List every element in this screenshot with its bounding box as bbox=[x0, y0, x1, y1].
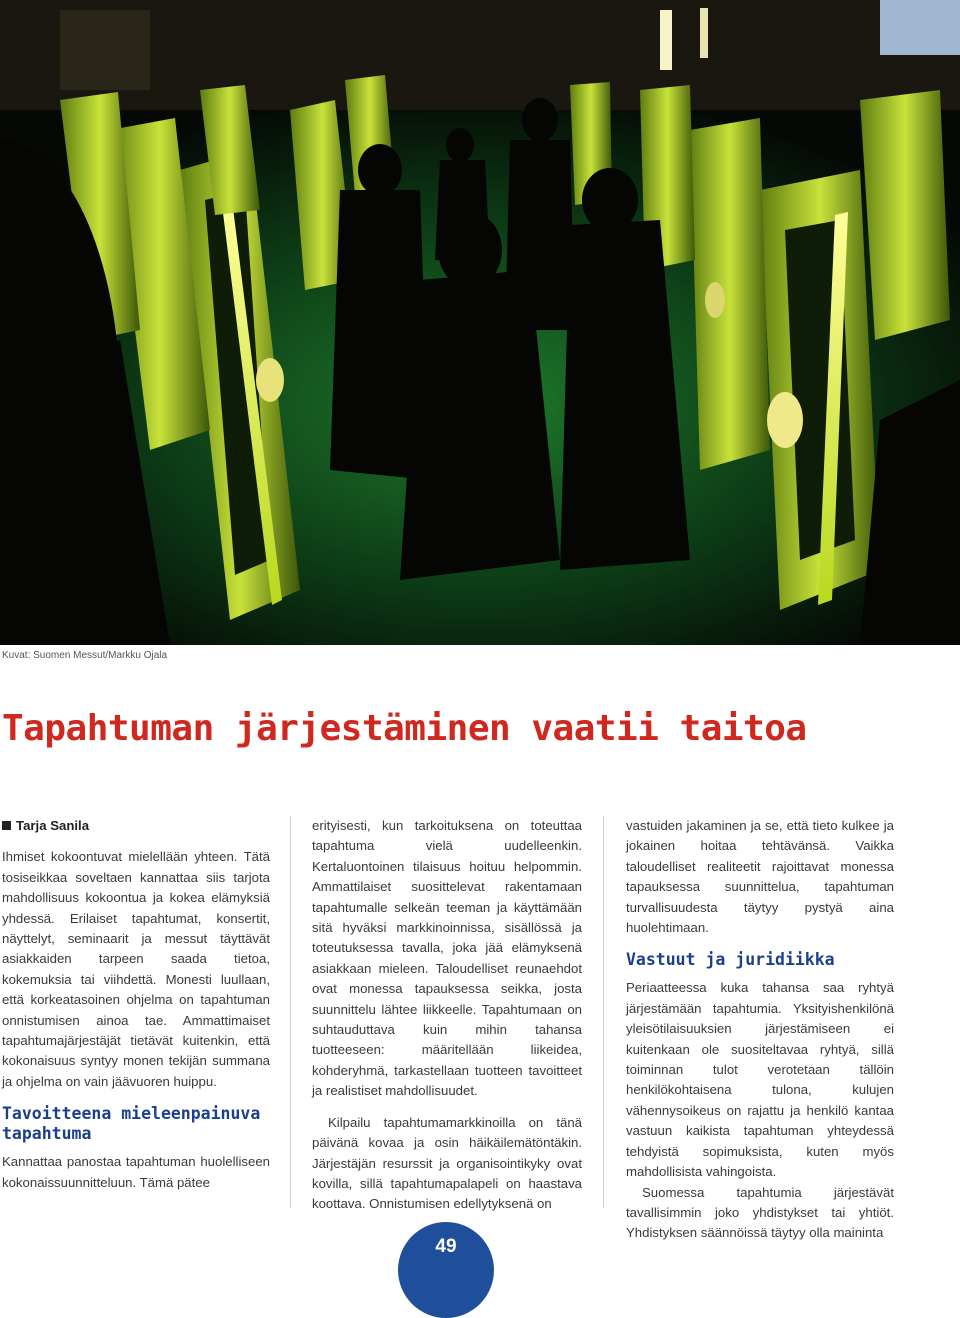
xbox-expo-photo-icon bbox=[0, 0, 960, 645]
paragraph: Ihmiset kokoontuvat mielellään yhteen. Tätä tosiseikkaa soveltaen kannattaa siis tarjota mahdollisuus kokoontua ja kokea elämyksiä yhdessä. Erilaiset tapahtumat, konsertit, näyttelyt, seminaarit ja messut täyttävät asiakkaiden tarpeen saada tietoa, kokemuksia tai viihdettä. Monesti luullaan, että korkeatasoinen ohjelma on tapahtuman onnistumisen ainoa tae. Ammattimaiset tapahtumajärjestäjät tietävät kuitenkin, että kokonaisuus syntyy monen tekijän summana ja ohjelma on vain jäävuoren huippu. bbox=[2, 849, 270, 1089]
subheading: Vastuut ja juridiikka bbox=[626, 950, 835, 970]
author-name: Tarja Sanila bbox=[16, 818, 90, 833]
paragraph: erityisesti, kun tarkoituksena on toteuttaa tapahtuma vielä uudelleenkin. Kertaluontoinen tilaisuus hoituu helpommin. Ammattilaiset suosittelevat rakentamaan tapahtumalle selkeän teeman ja käyttämään sitä hyväksi markkinoinnissa, sisällössä ja toteutuksessa tavalla, joka jää elämyksenä asiakkaan mieleen. Taloudelliset reunaehdot ovat monessa tapauksessa seikka, josta suunnittelu lähtee liikkeelle. Tapahtumaan on suhtauduttava kuin mihin tahansa tuotteeseen: määritellään liikeidea, kohderyhmä, tarkastellaan tuotteen tavoitteet ja realistiset mahdollisuudet. bbox=[312, 818, 582, 1099]
column-2 bbox=[312, 816, 582, 1215]
paragraph: Suomessa tapahtumia järjestävät tavallisimmin joko yhdistykset tai yhtiöt. Yhdistyksen säännöissä täytyy olla maininta bbox=[626, 1184, 894, 1241]
paragraph: vastuiden jakaminen ja se, että tieto kulkee ja jokainen hoitaa tehtävänsä. Vaikka taloudelliset realiteetit rajoittavat monessa tapauksessa suunnittelua, tapahtuman turvallisuudesta täytyy pystyä aina huolehtimaan. bbox=[626, 818, 894, 936]
author-line bbox=[2, 816, 270, 836]
paragraph: Kilpailu tapahtumamarkkinoilla on tänä päivänä kovaa ja osin häikäilemätöntäkin. Järjestäjän resurssit ja organisointikyky ovat kovilla, sillä tapahtumapalapeli on haastava koottava. Onnistumisen edellytyksenä on bbox=[312, 1114, 582, 1212]
photo-caption: Kuvat: Suomen Messut/Markku Ojala bbox=[2, 650, 168, 661]
subheading: Tavoitteena mieleenpainuva tapahtuma bbox=[2, 1104, 261, 1144]
bullet-square-icon bbox=[2, 821, 11, 830]
column-divider bbox=[290, 816, 291, 1208]
column-divider bbox=[603, 816, 604, 1208]
column-1 bbox=[2, 816, 270, 1193]
header-photo bbox=[0, 0, 960, 645]
page-number: 49 bbox=[398, 1222, 494, 1318]
paragraph: Periaatteessa kuka tahansa saa ryhtyä järjestämään tapahtumia. Yksityishenkilönä yleisötilaisuuksien järjestämiseen ei kuitenkaan ole suositeltavaa ryhtyä, sillä toiminnan tulot verotetaan tällöin henkilökohtaisena tulona, kulujen vähennysoikeus on rajattu ja henkilö kantaa vastuun kaikista tapahtuman yhteydessä tehdyistä sopimuksista, kuten myös mahdollisista vahingoista. bbox=[626, 980, 894, 1180]
article-title: Tapahtuman järjestäminen vaatii taitoa bbox=[2, 708, 807, 749]
paragraph: Kannattaa panostaa tapahtuman huolelliseen kokonaissuunnitteluun. Tämä pätee bbox=[2, 1154, 270, 1190]
column-3 bbox=[626, 816, 894, 1244]
